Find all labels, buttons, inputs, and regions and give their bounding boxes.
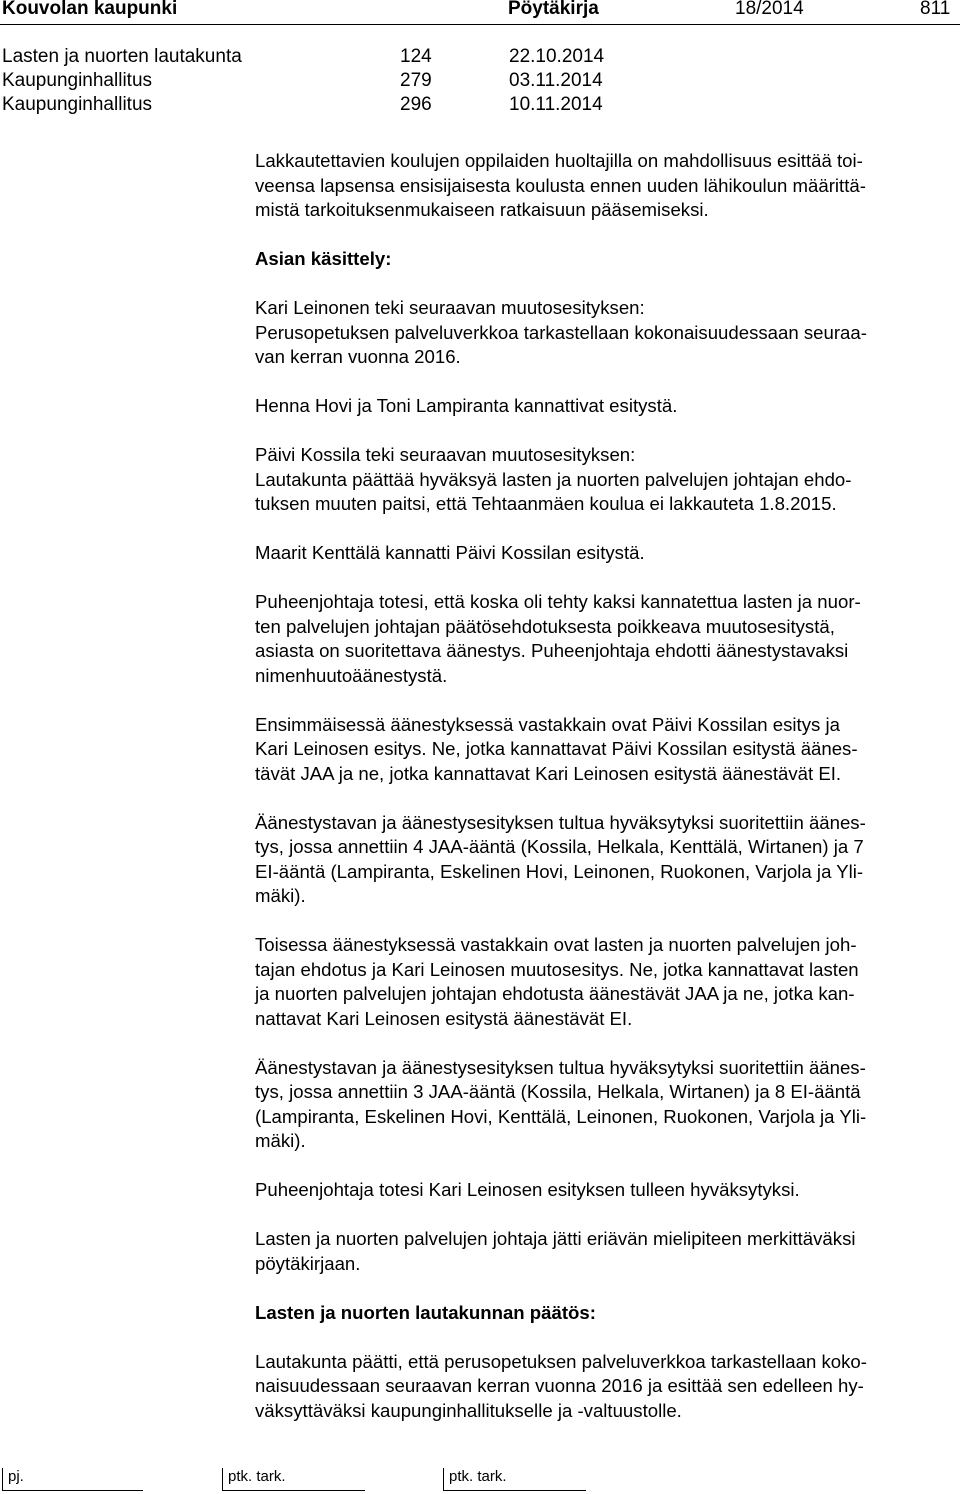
paragraph <box>255 933 955 1031</box>
text-line: (Lampiranta, Eskelinen Hovi, Kenttälä, Leinonen, Ruokonen, Varjola ja Yli- <box>255 1105 867 1127</box>
text-line: Äänestystavan ja äänestysesityksen tultua hyväksytyksi suoritettiin äänes- <box>255 1056 866 1078</box>
paragraph <box>255 1178 955 1203</box>
text-line: veensa lapsensa ensisijaisesta koulusta ennen uuden lähikoulun määrittä- <box>255 174 866 196</box>
text-line: tys, jossa annettiin 3 JAA-ääntä (Kossila, Helkala, Wirtanen) ja 8 EI-ääntä <box>255 1081 861 1102</box>
page-number: 811 <box>920 0 951 19</box>
text-line: mäki). <box>255 885 306 906</box>
text-line: Toisessa äänestyksessä vastakkain ovat lasten ja nuorten palvelujen joh- <box>255 934 857 955</box>
text-line: tuksen muuten paitsi, että Tehtaanmäen koulua ei lakkauteta 1.8.2015. <box>255 493 837 514</box>
text-line: Henna Hovi ja Toni Lampiranta kannattivat esitystä. <box>255 395 678 416</box>
text-line: asiasta on suoritettava äänestys. Puheenjohtaja ehdotti äänestystavaksi <box>255 640 849 661</box>
text-line: Lakkautettavien koulujen oppilaiden huoltajilla on mahdollisuus esittää toi- <box>255 150 863 171</box>
paragraph <box>255 394 955 419</box>
text-line: Ensimmäisessä äänestyksessä vastakkain ovat Päivi Kossilan esitys ja <box>255 713 840 735</box>
meta-section: 296 <box>400 94 432 115</box>
org-name: Kouvolan kaupunki <box>2 0 178 19</box>
doc-type: Pöytäkirja <box>508 0 599 19</box>
text-line: EI-ääntä (Lampiranta, Eskelinen Hovi, Leinonen, Ruokonen, Varjola ja Yli- <box>255 860 864 882</box>
text-line: Lasten ja nuorten palvelujen johtaja jätti eriävän mielipiteen merkittäväksi <box>255 1228 856 1249</box>
paragraph <box>255 541 955 566</box>
meta-body: Kaupunginhallitus <box>2 94 153 115</box>
signature-label-pj: pj. <box>8 1468 24 1485</box>
text-line: nattavat Kari Leinosen esitystä äänestävät EI. <box>255 1007 633 1029</box>
paragraph <box>255 1227 955 1276</box>
paragraph <box>255 149 955 223</box>
meta-body: Kaupunginhallitus <box>2 70 153 91</box>
text-line: mistä tarkoituksenmukaiseen ratkaisuun pääsemiseksi. <box>255 199 709 220</box>
text-line: Kari Leinosen esitys. Ne, jotka kannattavat Päivi Kossilan esitystä äänes- <box>255 738 858 759</box>
meta-date: 22.10.2014 <box>509 46 605 67</box>
text-line: Perusopetuksen palveluverkkoa tarkastellaan kokonaisuudessaan seuraa- <box>255 321 867 343</box>
meta-body: Lasten ja nuorten lautakunta <box>2 46 242 67</box>
text-line: Lautakunta päättää hyväksyä lasten ja nuorten palvelujen johtajan ehdo- <box>255 468 852 490</box>
text-line: nimenhuutoäänestystä. <box>255 664 448 686</box>
text-line: tajan ehdotus ja Kari Leinosen muutosesitys. Ne, jotka kannattavat lasten <box>255 958 859 980</box>
paragraph <box>255 443 955 517</box>
signature-label-tark-2: ptk. tark. <box>449 1468 507 1485</box>
text-line: Puheenjohtaja totesi Kari Leinosen esityksen tulleen hyväksytyksi. <box>255 1179 800 1200</box>
signature-label-tark-1: ptk. tark. <box>228 1468 286 1485</box>
text-line: Puheenjohtaja totesi, että koska oli tehty kaksi kannatettua lasten ja nuor- <box>255 591 861 612</box>
header-rule <box>0 24 960 25</box>
text-line: mäki). <box>255 1130 306 1151</box>
paragraph <box>255 1056 955 1154</box>
meta-section: 124 <box>400 46 432 67</box>
text-line: Äänestystavan ja äänestysesityksen tultua hyväksytyksi suoritettiin äänes- <box>255 811 866 833</box>
text-line: Kari Leinonen teki seuraavan muutosesityksen: <box>255 297 645 318</box>
text-line: Päivi Kossila teki seuraavan muutosesityksen: <box>255 444 636 465</box>
paragraph <box>255 1350 955 1424</box>
paragraph <box>255 811 955 909</box>
section-heading: Asian käsittely: <box>255 248 392 269</box>
section-heading: Lasten ja nuorten lautakunnan päätös: <box>255 1301 596 1323</box>
meta-date: 03.11.2014 <box>509 70 603 91</box>
paragraph <box>255 590 955 688</box>
text-line: ja nuorten palvelujen johtajan ehdotusta äänestävät JAA ja ne, jotka kan- <box>255 983 855 1004</box>
meta-section: 279 <box>400 70 432 91</box>
text-line: Lautakunta päätti, että perusopetuksen palveluverkkoa tarkastellaan koko- <box>255 1350 867 1372</box>
meta-date: 10.11.2014 <box>509 94 603 115</box>
text-line: tys, jossa annettiin 4 JAA-ääntä (Kossila, Helkala, Kenttälä, Wirtanen) ja 7 <box>255 836 864 857</box>
text-line: Maarit Kenttälä kannatti Päivi Kossilan esitystä. <box>255 542 645 563</box>
text-line: ten palvelujen johtajan päätösehdotuksesta poikkeava muutosesitystä, <box>255 615 835 637</box>
paragraph <box>255 296 955 370</box>
text-line: väksyttäväksi kaupunginhallitukselle ja -valtuustolle. <box>255 1399 682 1421</box>
text-line: tävät JAA ja ne, jotka kannattavat Kari Leinosen esitystä äänestävät EI. <box>255 762 842 784</box>
text-line: van kerran vuonna 2016. <box>255 346 461 367</box>
text-line: pöytäkirjaan. <box>255 1252 361 1274</box>
text-line: naisuudessaan seuraavan kerran vuonna 2016 ja esittää sen edelleen hy- <box>255 1375 864 1396</box>
minutes-body <box>255 149 955 1448</box>
doc-number: 18/2014 <box>735 0 804 19</box>
paragraph <box>255 713 955 787</box>
